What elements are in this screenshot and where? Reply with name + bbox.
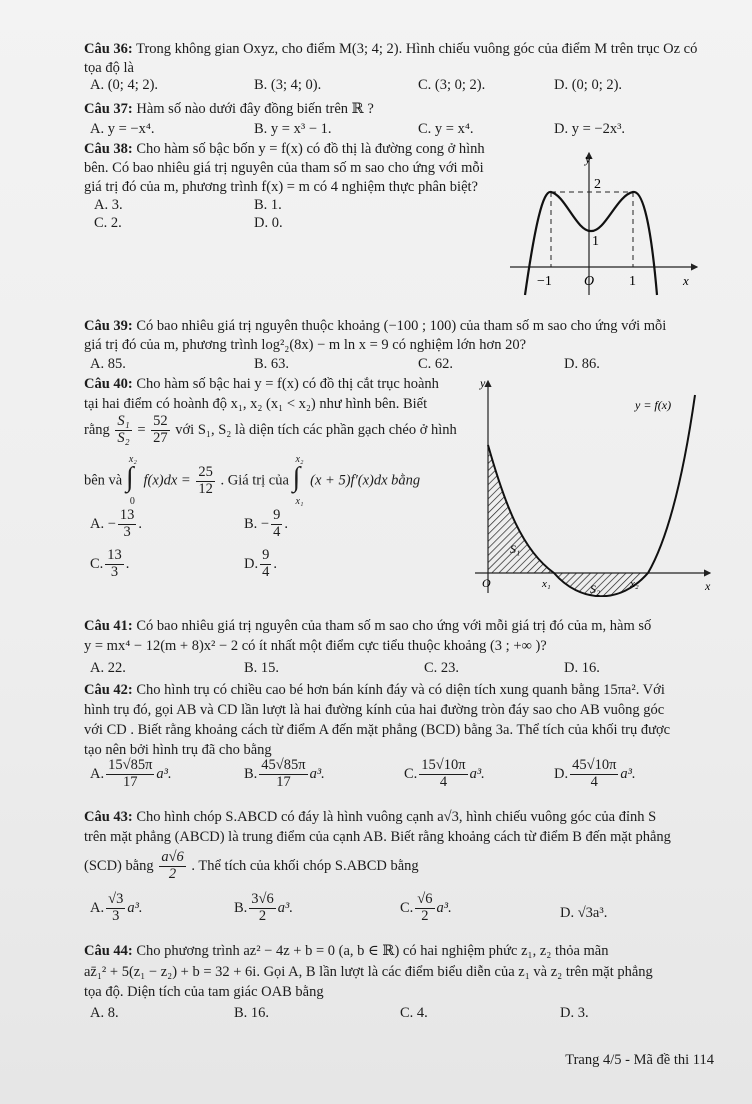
option-c-suffix: a³. (469, 765, 485, 782)
q38-quartic-graph (505, 145, 705, 303)
option-a: A. (0; 4; 2). (90, 77, 159, 93)
origin-label: O (584, 274, 595, 289)
option-d: D. (0; 0; 2). (554, 77, 623, 93)
option-b-frac (271, 508, 282, 541)
option-d-label: D. (554, 765, 569, 782)
ratio-den: S₂ (117, 429, 130, 446)
x2-label: x₂ (630, 578, 639, 590)
ratio-eq: = (137, 421, 146, 438)
question-text: Hàm số nào dưới đây đồng biến trên ℝ ? (136, 101, 374, 117)
option-d-frac (570, 758, 618, 791)
option-c: C. $\frac{13}{3}$ . (90, 547, 130, 580)
option-a-den: 3 (112, 907, 120, 924)
q40-line4 (84, 454, 421, 508)
integral-sign: ∫ (292, 462, 301, 493)
int2-body: (x + 5)f′(x)dx bằng (310, 472, 421, 489)
origin-label: O (482, 576, 491, 590)
option-b-num: 9 (273, 507, 281, 523)
question-36 (84, 40, 714, 77)
option-c-suffix: a³. (436, 899, 452, 916)
text-scd: (SCD) bằng (84, 858, 154, 875)
int1-upper: x₂ (128, 454, 137, 465)
x-label: x (705, 579, 711, 593)
option-c: C. y = x⁴. (418, 121, 474, 137)
question-number: Câu 44: (84, 943, 133, 959)
option-c-frac (415, 892, 434, 925)
question-number: Câu 37: (84, 101, 133, 117)
option-d: D. 86. (564, 356, 600, 372)
option-c-label: C. (400, 899, 414, 916)
option-a-label: A. (90, 899, 105, 916)
integral-2 (292, 454, 307, 507)
option-d: D. 0. (254, 215, 283, 231)
option-c-frac (105, 548, 124, 581)
q39-line2: giá trị đó của m, phương trình log²₂(8x) − m ln x = 9 có nghiệm lớn hơn 20? (84, 337, 527, 353)
tick-y-2: 2 (594, 177, 601, 192)
option-a-frac (118, 508, 137, 541)
question-37 (84, 100, 374, 119)
text-ben-va: bên và (84, 472, 123, 489)
option-b (234, 892, 293, 925)
question-number: Câu 43: (84, 809, 133, 825)
option-d: D. √3a³. (560, 905, 608, 921)
question-42 (84, 681, 665, 700)
option-b (244, 758, 325, 791)
q37-options (84, 120, 724, 140)
question-number: Câu 41: (84, 618, 133, 634)
option-c-den: 3 (110, 563, 119, 580)
option-a-den: 3 (123, 523, 131, 540)
option-b: B. 15. (244, 660, 280, 676)
tick-x-m1: −1 (537, 274, 552, 289)
area-s1 (488, 445, 554, 573)
q38-line2: bên. Có bao nhiêu giá trị nguyên của tham số m sao cho ứng với mỗi (84, 160, 484, 176)
option-d: D. 16. (564, 660, 600, 676)
option-d-num: 9 (262, 547, 270, 563)
s1-label: S₁ (510, 542, 521, 556)
tick-x-1: 1 (629, 274, 636, 289)
option-a-frac (106, 892, 125, 925)
question-38 (84, 140, 485, 159)
option-b-num: 3√6 (251, 891, 274, 907)
option-c: C. (3; 0; 2). (418, 77, 486, 93)
option-c-label: C. (404, 765, 418, 782)
ratio-value-den: 27 (153, 429, 168, 446)
int1-lower: 0 (129, 496, 135, 507)
option-d: D. 3. (560, 1005, 589, 1021)
option-d-prefix: D. (244, 555, 259, 572)
option-c: C. 62. (418, 356, 454, 372)
question-text-line1: Có bao nhiêu giá trị nguyên thuộc khoảng (−100 ; 100) của tham số m sao cho ứng với mỗi (136, 318, 667, 334)
distance-num: a√6 (161, 849, 184, 865)
ratio-value (151, 414, 170, 447)
option-b-label: B. (234, 899, 248, 916)
distance-frac (159, 850, 185, 883)
option-a: A. 3. (94, 197, 123, 213)
q40-parabola-graph (470, 375, 715, 597)
q42-options (84, 758, 724, 802)
option-a: A. 8. (90, 1005, 119, 1021)
option-d: D. y = −2x³. (554, 121, 626, 137)
option-c-frac (419, 758, 467, 791)
question-text-line1: Cho hàm số bậc hai y = f(x) có đồ thị cắt trục hoành (136, 376, 439, 392)
question-text-line1: Cho hàm số bậc bốn y = f(x) có đồ thị là đường cong ở hình (136, 141, 485, 157)
text-gia-tri: . Giá trị của (220, 472, 289, 489)
question-40 (84, 375, 439, 394)
tick-y-1: 1 (592, 234, 599, 249)
option-b: B. 16. (234, 1005, 270, 1021)
int1-num: 25 (198, 463, 213, 480)
option-a-num: 15√85π (108, 757, 153, 773)
option-b-frac (249, 892, 275, 925)
q42-line2: hình trụ đó, gọi AB và CD lần lượt là hai đường kính của hai đường tròn đáy sao cho AB vuông góc (84, 702, 665, 718)
q43-options (84, 892, 724, 936)
integral-sign: ∫ (125, 462, 134, 493)
q41-line2: y = mx⁴ − 12(m + 8)x² − 2 có ít nhất một điểm cực tiểu thuộc khoảng (3 ; +∞ )? (84, 638, 547, 654)
option-a: A. 85. (90, 356, 126, 372)
question-text: Trong không gian Oxyz, cho điểm M(3; 4; 2). Hình chiếu vuông góc của điểm M trên trục Oz có tọa độ là (84, 41, 698, 76)
question-39 (84, 317, 666, 336)
ratio-num: S₁ (117, 413, 130, 429)
option-a (90, 892, 143, 925)
int2-upper: x₂ (295, 454, 304, 465)
option-a-frac (106, 758, 154, 791)
q42-line3: với CD . Biết rằng khoảng cách từ điểm A đến mặt phẳng (BCD) bằng 3a. Thể tích của khối trụ được (84, 722, 671, 738)
option-b-label: B. (244, 765, 258, 782)
option-d: D. $\frac{9}{4}$ . (244, 547, 277, 580)
int1-den: 12 (198, 480, 213, 497)
option-b-den: 17 (276, 773, 291, 790)
option-b-num: 45√85π (261, 757, 306, 773)
option-d-frac (260, 548, 271, 581)
question-number: Câu 36: (84, 41, 133, 57)
question-43 (84, 808, 656, 827)
q39-options (84, 355, 724, 375)
option-b-den: 4 (273, 523, 281, 540)
option-c (404, 758, 485, 791)
distance-den: 2 (168, 865, 177, 882)
q42-line4: tạo nên bởi hình trụ đã cho bằng (84, 742, 272, 758)
q41-options (84, 659, 724, 679)
text-rang: rằng (84, 421, 110, 438)
option-b: B. − $\frac{9}{4}$ . (244, 507, 288, 540)
question-41 (84, 617, 651, 636)
q44-options (84, 1004, 724, 1024)
x-label: x (683, 273, 689, 288)
option-c-den: 4 (439, 773, 448, 790)
option-a-den: 17 (123, 773, 138, 790)
q40-line3 (84, 414, 457, 447)
y-label: y (480, 376, 486, 390)
x1-label: x₁ (542, 578, 551, 590)
option-c: C. 23. (424, 660, 460, 676)
option-a-suffix: a³. (127, 899, 143, 916)
text-the-tich: . Thể tích của khối chóp S.ABCD bằng (191, 858, 419, 875)
option-d-den: 4 (590, 773, 598, 790)
curve-label: y = f(x) (635, 398, 672, 412)
q40-line2: tại hai điểm có hoành độ x₁, x₂ (x₁ < x₂) như hình bên. Biết (84, 396, 428, 412)
s2-label: S₂ (590, 582, 601, 596)
option-a-suffix: a³. (156, 765, 172, 782)
option-b-suffix: a³. (309, 765, 325, 782)
option-b: B. (3; 4; 0). (254, 77, 322, 93)
int2-lower: x₁ (295, 496, 304, 507)
page-footer: Trang 4/5 - Mã đề thi 114 (565, 1052, 714, 1069)
ratio-s1-s2 (115, 414, 131, 447)
option-c-num: 15√10π (421, 757, 466, 773)
text-line3b: với S₁, S₂ là diện tích các phần gạch chéo ở hình (175, 421, 457, 438)
option-c (400, 892, 452, 925)
question-text-line1: Cho hình chóp S.ABCD có đáy là hình vuông cạnh a√3, hình chiếu vuông góc của đỉnh S (136, 809, 657, 825)
option-b: B. 1. (254, 197, 282, 213)
question-number: Câu 40: (84, 376, 133, 392)
option-c-prefix: C. (90, 555, 104, 572)
option-d (554, 758, 636, 791)
option-a: A. 22. (90, 660, 126, 676)
question-text-line1: Cho phương trình az² − 4z + b = 0 (a, b ∈ ℝ) có hai nghiệm phức z₁, z₂ thỏa mãn (136, 943, 609, 959)
option-a-prefix: A. − (90, 515, 116, 532)
int1-body: f(x)dx = (143, 472, 191, 489)
question-text-line1: Có bao nhiêu giá trị nguyên của tham số m sao cho ứng với mỗi giá trị đó của m, hàm số (136, 618, 652, 634)
option-d-num: 45√10π (572, 757, 617, 773)
option-b: B. 63. (254, 356, 290, 372)
option-a-label: A. (90, 765, 105, 782)
option-d-suffix: a³. (620, 765, 636, 782)
y-label: y (585, 151, 591, 166)
option-a-num: √3 (108, 891, 124, 907)
option-c-num: 13 (107, 547, 122, 563)
option-b-frac (259, 758, 307, 791)
integral-1 (125, 454, 140, 507)
question-number: Câu 38: (84, 141, 133, 157)
option-b: B. y = x³ − 1. (254, 121, 332, 137)
option-a (90, 758, 172, 791)
option-c: C. 4. (400, 1005, 428, 1021)
option-c-den: 2 (421, 907, 429, 924)
option-a: A. y = −x⁴. (90, 121, 155, 137)
question-number: Câu 42: (84, 682, 133, 698)
question-number: Câu 39: (84, 318, 133, 334)
option-c: C. 2. (94, 215, 122, 231)
question-text-line1: Cho hình trụ có chiều cao bé hơn bán kính đáy và có diện tích xung quanh bằng 15πa². Với (136, 682, 665, 698)
q44-line2: az̄₁² + 5(z₁ − z₂) + b = 32 + 6i. Gọi A, B lần lượt là các điểm biểu diễn của z₁ và z₂ trên mặt phẳng (84, 964, 653, 980)
option-b-den: 2 (258, 907, 267, 924)
q43-line2: trên mặt phẳng (ABCD) là trung điểm của cạnh AB. Biết rằng khoảng cách từ điểm B đến mặt phẳng (84, 829, 671, 845)
option-b-suffix: a³. (277, 899, 293, 916)
option-d-den: 4 (262, 563, 270, 580)
q38-line3: giá trị đó của m, phương trình f(x) = m có 4 nghiệm thực phân biệt? (84, 179, 478, 195)
option-b-prefix: B. − (244, 515, 270, 532)
q43-line3 (84, 850, 419, 890)
option-a-num: 13 (119, 507, 135, 523)
option-a: A. − $\frac{13}{3}$ . (90, 507, 143, 540)
int1-value (196, 465, 215, 498)
ratio-value-num: 52 (153, 413, 168, 429)
option-c-num: √6 (417, 891, 433, 907)
q44-line3: tọa độ. Diện tích của tam giác OAB bằng (84, 984, 324, 1000)
q36-options (84, 76, 724, 96)
question-44 (84, 942, 609, 961)
